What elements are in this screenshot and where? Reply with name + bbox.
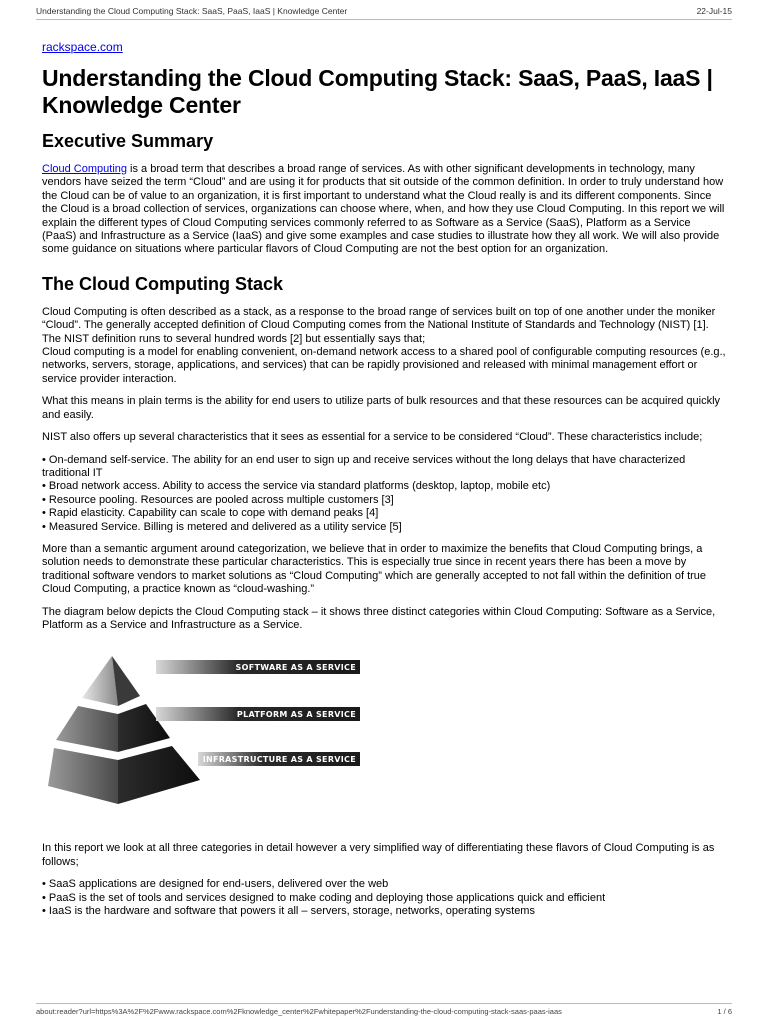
article xyxy=(42,38,726,927)
stack-heading: The Cloud Computing Stack xyxy=(42,273,283,294)
stack-paragraph-1a: Cloud Computing is often described as a stack, as a response to the broad range of services built on top of one another under the moniker “Cloud”. The generally accepted definition of Cloud Computing comes from the National Institute of Standards and Technology (NIST) [1]. The NIST definition runs to several hundred words [2] but essentially says that; xyxy=(42,305,716,345)
stack-paragraph-4: More than a semantic argument around categorization, we believe that in order to maximize the benefits that Cloud Computing brings, a solution needs to demonstrate these particular characteristics. This is especially true since in recent years there has been a move by traditional software vendors to market solutions as “Cloud Computing” which are generally accepted to not fall within the definition of true Cloud Computing, a practice known as “cloud-washing.” xyxy=(42,542,707,596)
characteristics-list xyxy=(42,454,726,534)
stack-paragraph-3: NIST also offers up several characteristics that it sees as essential for a service to be considered “Cloud”. These characteristics include; xyxy=(42,431,703,444)
header-title: Understanding the Cloud Computing Stack: SaaS, PaaS, IaaS | Knowledge Center xyxy=(36,6,348,16)
cloud-stack-pyramid-diagram xyxy=(48,656,378,816)
exec-summary-text: is a broad term that describes a broad range of services. As with other significant developments in technology, many vendors have seized the term “Cloud” and are using it for products that sit outside of the common definition. In order to truly understand how the Cloud can be of value to an organization, it is first important to understand what the Cloud really is and its different components. Since the Cloud is a broad collection of services, organizations can choose where, when, and how they use Cloud Computing. In this report we will explain the different types of Cloud Computing services commonly referred to as Software as a Service (SaaS), Platform as a Service (PaaS) and Infrastructure as a Service (IaaS) and give some examples and case studies to illustrate how they all work. We will also provide some guidance on situations where particular flavors of Cloud Computing are not the best option for an organization. xyxy=(42,163,725,256)
saas-label: SOFTWARE AS A SERVICE xyxy=(156,660,360,674)
exec-summary-paragraph xyxy=(42,163,726,257)
paas-label: PLATFORM AS A SERVICE xyxy=(156,707,360,721)
summary-list xyxy=(42,878,726,918)
footer-url: about:reader?url=https%3A%2F%2Fwww.rackspace.com%2Fknowledge_center%2Fwhitepaper%2Funderstanding-the-cloud-computing-stack-saas-paas-iaas xyxy=(36,1007,562,1016)
list-item: • On-demand self-service. The ability for an end user to sign up and receive services without the long delays that have characterized traditional IT xyxy=(42,453,686,479)
stack-paragraph-1b: Cloud computing is a model for enabling convenient, on-demand network access to a shared pool of configurable computing resources (e.g., networks, servers, storage, applications, and services) that can be rapidly provisioned and released with minimal management effort or service provider interaction. xyxy=(42,346,726,385)
pyramid-graphic xyxy=(48,656,268,816)
list-item: • Rapid elasticity. Capability can scale to cope with demand peaks [4] xyxy=(42,507,379,520)
list-item: • Resource pooling. Resources are pooled across multiple customers [3] xyxy=(42,493,394,506)
list-item: • PaaS is the set of tools and services designed to make coding and deploying those applications quick and efficient xyxy=(42,891,606,904)
list-item: • SaaS applications are designed for end-users, delivered over the web xyxy=(42,878,389,891)
stack-paragraph-2: What this means in plain terms is the ability for end users to utilize parts of bulk resources and that these resources can be acquired quickly and easily. xyxy=(42,395,721,421)
stack-paragraph-1 xyxy=(42,306,726,386)
list-item: • IaaS is the hardware and software that powers it all – servers, storage, networks, operating systems xyxy=(42,905,535,917)
print-header xyxy=(36,6,732,20)
cloud-computing-link[interactable]: Cloud Computing xyxy=(42,163,127,175)
list-item: • Broad network access. Ability to access the service via standard platforms (desktop, laptop, mobile etc) xyxy=(42,480,551,493)
list-item: • Measured Service. Billing is metered and delivered as a utility service [5] xyxy=(42,520,402,533)
page-title: Understanding the Cloud Computing Stack: SaaS, PaaS, IaaS | Knowledge Center xyxy=(42,65,713,118)
exec-summary-heading: Executive Summary xyxy=(42,131,214,151)
header-date: 22-Jul-15 xyxy=(696,6,732,16)
print-footer xyxy=(36,1003,732,1016)
iaas-label: INFRASTRUCTURE AS A SERVICE xyxy=(198,752,360,766)
footer-page-number: 1 / 6 xyxy=(717,1007,732,1016)
stack-paragraph-5: The diagram below depicts the Cloud Computing stack – it shows three distinct categories within Cloud Computing: Software as a Service, Platform as a Service and Infrastructure as a Service. xyxy=(42,605,716,631)
site-link[interactable]: rackspace.com xyxy=(42,40,123,54)
stack-paragraph-6: In this report we look at all three categories in detail however a very simplified way of differentiating these flavors of Cloud Computing is as follows; xyxy=(42,842,715,868)
